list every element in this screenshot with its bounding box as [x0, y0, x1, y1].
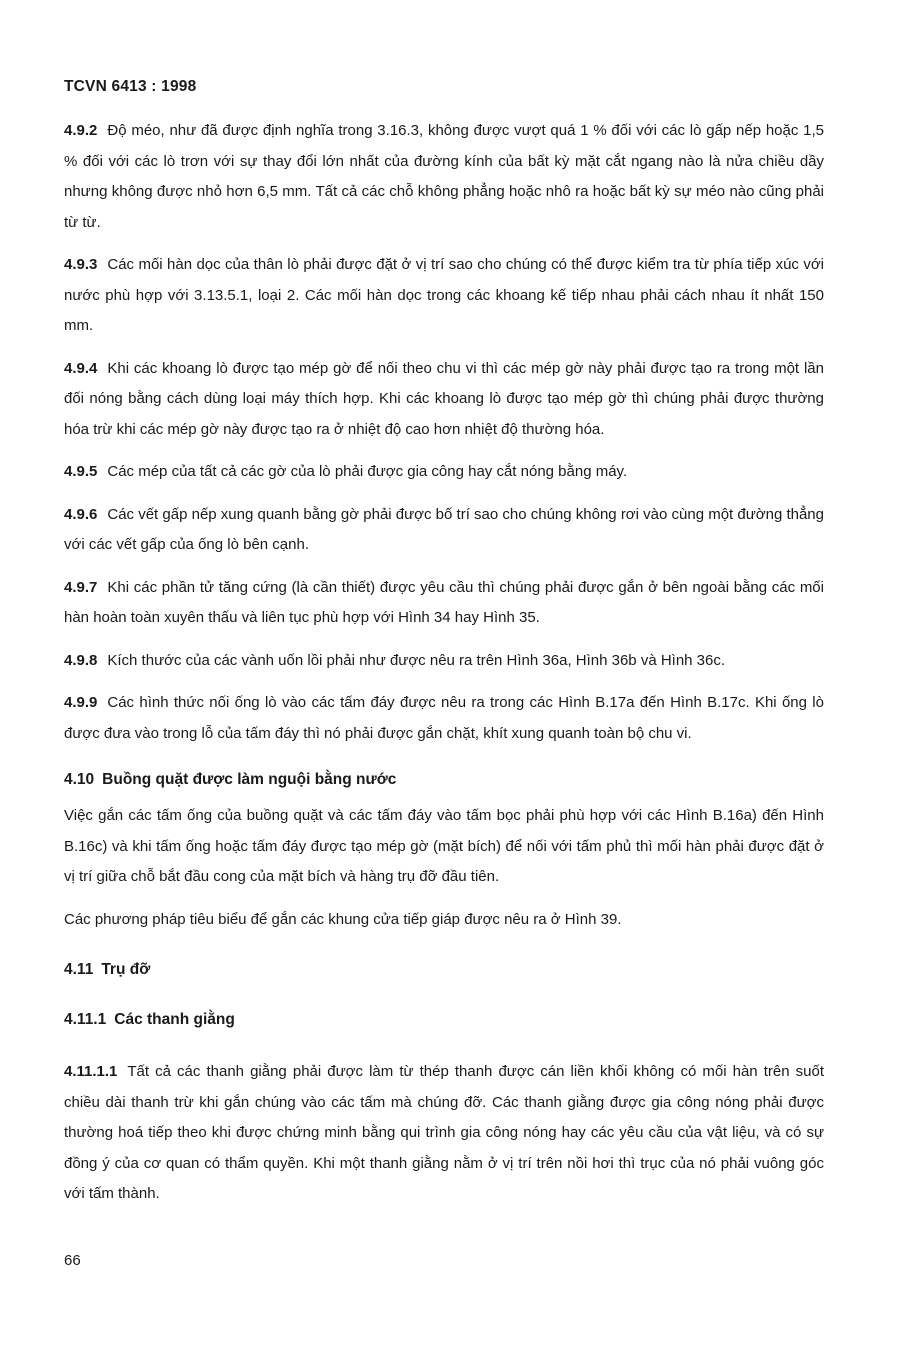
section-heading-4-10	[64, 765, 824, 795]
section-title: Trụ đỡ	[101, 961, 151, 978]
section-number: 4.11	[64, 961, 94, 978]
section-number: 4.10	[64, 771, 95, 788]
paragraph-4-10-body: Việc gắn các tấm ống của buồng quặt và các tấm đáy vào tấm bọc phải phù hợp với các Hình B.16a) đến Hình B.16c) và khi tấm ống hoặc tấm đáy được tạo mép gờ (mặt bích) để nối với tấm phủ thì mối hàn phải được đặt ở vị trí giữa chỗ bắt đầu cong của mặt bích và hàng trụ đỡ đầu tiên.	[64, 807, 824, 885]
document-header: TCVN 6413 : 1998	[64, 78, 197, 95]
clause-text: Tất cả các thanh giằng phải được làm từ thép thanh được cán liền khối không có mối hàn trên suốt chiều dài thanh trừ khi gắn chúng vào các tấm mà chúng đỡ. Các thanh giằng được gia công nóng phải được thường hoá tiếp theo khi được chứng minh bằng qui trình gia công nóng hay các yêu cầu của vật liệu, và có sự đồng ý của cơ quan có thẩm quyền. Khi một thanh giằng nằm ở vị trí trên nồi hơi thì trục của nó phải vuông góc với tấm thành.	[64, 1063, 824, 1202]
clause-number: 4.9.2	[64, 122, 98, 139]
page-number: 66	[64, 1252, 81, 1269]
clause-number: 4.11.1.1	[64, 1063, 118, 1080]
clause-number: 4.9.9	[64, 694, 98, 711]
clause-number: 4.9.7	[64, 578, 98, 596]
clause-text: Khi các phần tử tăng cứng (là cần thiết) được yêu cầu thì chúng phải được gắn ở bên ngoài bằng các mối hàn hoàn toàn xuyên thấu và liên tục phù hợp với Hình 34 hay Hình 35.	[64, 578, 824, 626]
clause-number: 4.9.4	[64, 359, 98, 377]
section-number: 4.11.1	[64, 1011, 107, 1028]
clause-number: 4.9.3	[64, 256, 98, 273]
clause-text: Các mối hàn dọc của thân lò phải được đặt ở vị trí sao cho chúng có thể được kiểm tra từ phía tiếp xúc với nước phù hợp với 3.13.5.1, loại 2. Các mối hàn dọc trong các khoang kế tiếp nhau phải cách nhau ít nhất 150 mm.	[64, 256, 824, 334]
paragraph-4-11-1-1	[64, 1057, 824, 1210]
section-heading-4-11	[64, 955, 824, 985]
paragraph-4-9-3	[64, 250, 824, 342]
clause-number: 4.9.5	[64, 463, 98, 480]
paragraph-4-9-4	[64, 354, 824, 446]
clause-text: Độ méo, như đã được định nghĩa trong 3.16.3, không được vượt quá 1 % đối với các lò gấp nếp hoặc 1,5 % đối với các lò trơn với sự thay đổi lớn nhất của đường kính của bất kỳ mặt cắt ngang nào là nửa chiều dầy nhưng không được nhỏ hơn 6,5 mm. Tất cả các chỗ không phẳng hoặc nhô ra hoặc bất kỳ sự méo nào cũng phải từ từ.	[64, 122, 824, 231]
paragraph-4-9-2	[64, 116, 824, 238]
document-body	[64, 116, 824, 1222]
clause-text: Các hình thức nối ống lò vào các tấm đáy được nêu ra trong các Hình B.17a đến Hình B.17c. Khi ống lò được đưa vào trong lỗ của tấm đáy thì nó phải được gắn chặt, khít xung quanh toàn bộ chu vi.	[64, 694, 824, 742]
section-heading-4-11-1	[64, 1005, 824, 1035]
clause-text: Khi các khoang lò được tạo mép gờ để nối theo chu vi thì các mép gờ này phải được tạo ra trong một lần đối nóng bằng cách dùng loại máy thích hợp. Khi các khoang lò được tạo mép gờ thì chúng phải được thường hóa trừ khi các mép gờ này được tạo ra ở nhiệt độ cao hơn nhiệt độ thường hóa.	[64, 359, 824, 438]
paragraph-4-9-8	[64, 646, 824, 677]
paragraph-4-9-5	[64, 457, 824, 488]
paragraph-4-9-6	[64, 500, 824, 561]
section-title: Các thanh giằng	[114, 1011, 235, 1028]
section-title: Buồng quặt được làm nguội bằng nước	[102, 771, 397, 788]
clause-text: Các vết gấp nếp xung quanh bằng gờ phải được bố trí sao cho chúng không rơi vào cùng một đường thẳng với các vết gấp của ống lò bên cạnh.	[64, 505, 824, 553]
clause-number: 4.9.8	[64, 651, 98, 669]
paragraph-4-9-7	[64, 573, 824, 634]
clause-text: Các mép của tất cả các gờ của lò phải được gia công hay cắt nóng bằng máy.	[107, 463, 628, 480]
paragraph-4-10-methods: Các phương pháp tiêu biểu để gắn các khung cửa tiếp giáp được nêu ra ở Hình 39.	[64, 910, 622, 928]
document-page	[64, 0, 824, 1360]
paragraph-4-9-9	[64, 688, 824, 749]
clause-text: Kích thước của các vành uốn lồi phải như được nêu ra trên Hình 36a, Hình 36b và Hình 36c.	[107, 651, 726, 669]
clause-number: 4.9.6	[64, 505, 98, 523]
